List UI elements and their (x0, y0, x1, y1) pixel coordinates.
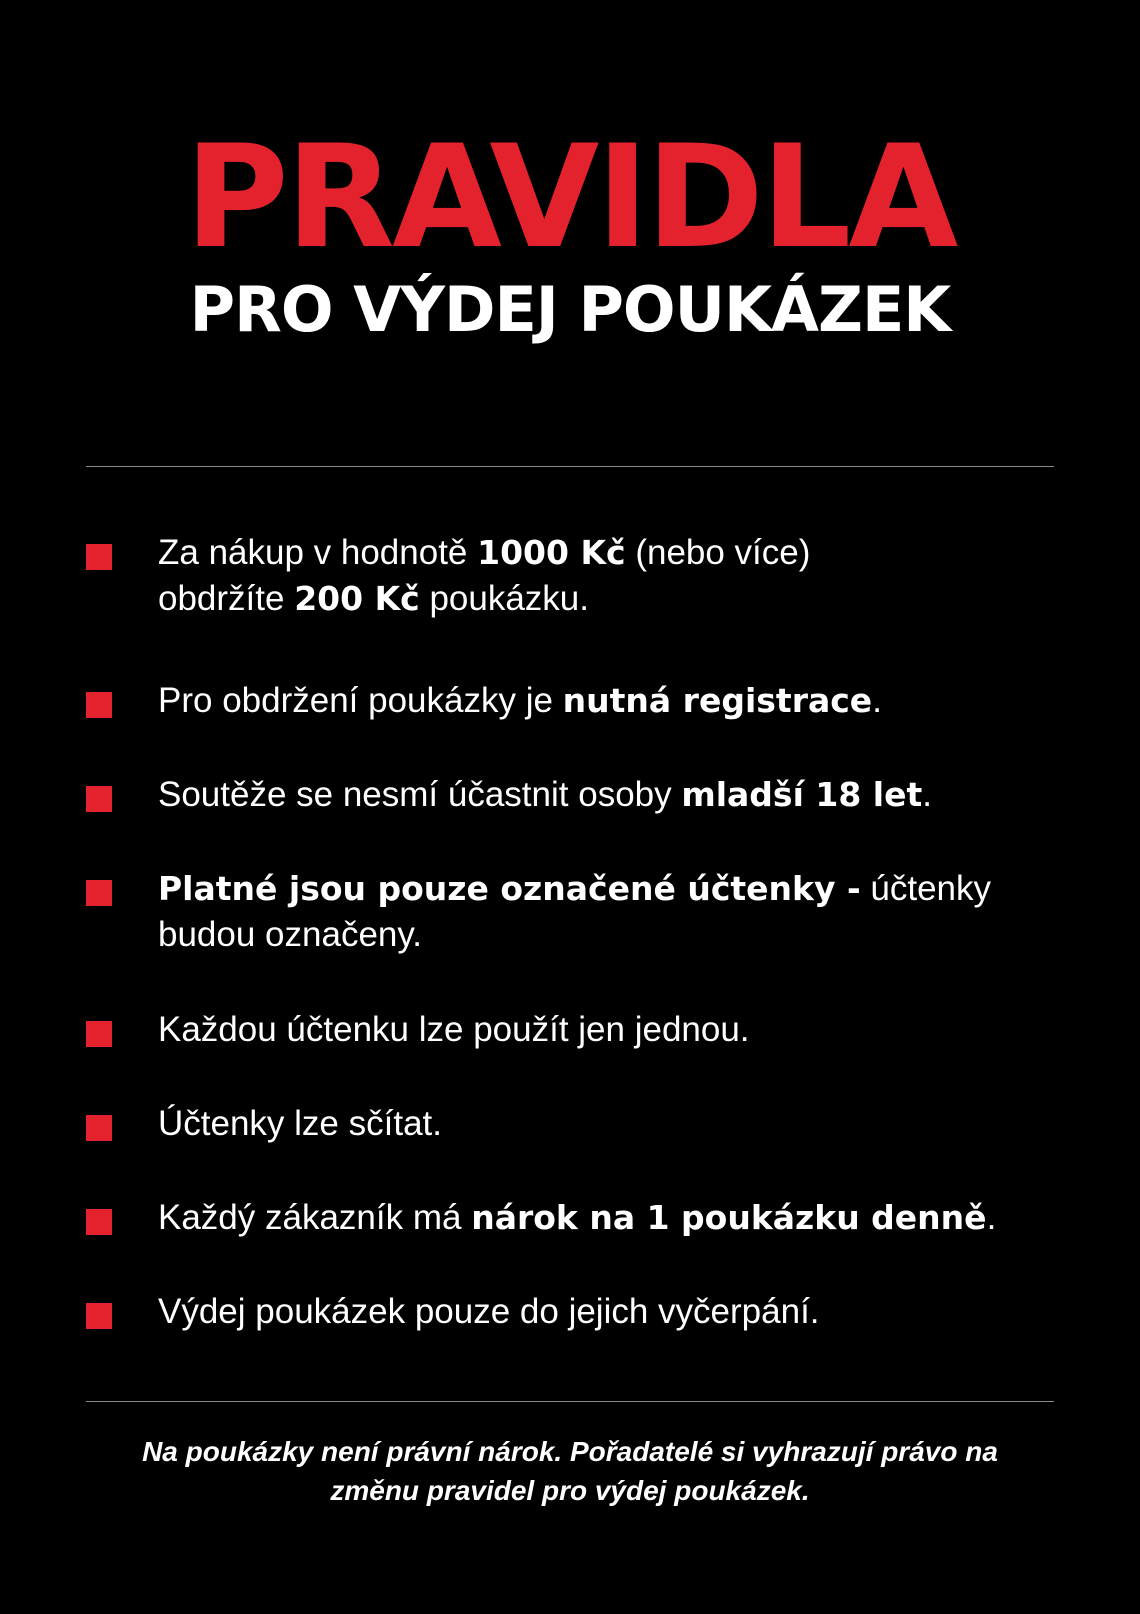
red-square-bullet-icon (86, 880, 112, 906)
rule-1-text-a: Za nákup v hodnotě (158, 533, 478, 572)
rule-2-text-c: . (872, 681, 882, 720)
red-square-bullet-icon (86, 786, 112, 812)
rule-2-text-a: Pro obdržení poukázky je (158, 681, 563, 720)
rule-text-3 (158, 772, 1058, 818)
red-square-bullet-icon (86, 1303, 112, 1329)
rule-4-text-d: budou označeny. (158, 915, 423, 954)
rule-1-amount-purchase: 1000 Kč (477, 533, 626, 572)
rule-4-text-c: účtenky (860, 869, 992, 908)
rule-3-emphasis: mladší 18 let (681, 775, 923, 814)
rule-text-6 (158, 1101, 1058, 1147)
rule-2-emphasis: nutná registrace (562, 681, 873, 720)
rule-7-text-a: Každý zákazník má (158, 1198, 472, 1237)
red-square-bullet-icon (86, 1115, 112, 1141)
footer-disclaimer (80, 1432, 1060, 1510)
rule-1-text-e: poukázku. (419, 579, 589, 618)
rule-1-text-d: obdržíte (158, 579, 295, 618)
red-square-bullet-icon (86, 692, 112, 718)
rule-7-emphasis: nárok na 1 poukázku denně (471, 1198, 987, 1237)
poster-subtitle: PRO VÝDEJ POUKÁZEK (189, 273, 951, 346)
red-square-bullet-icon (86, 544, 112, 570)
rule-3-text-c: . (922, 775, 932, 814)
rule-text-8 (158, 1289, 1058, 1335)
rule-4-emphasis: Platné jsou pouze označené účtenky - (158, 869, 861, 908)
footer-line-2: změnu pravidel pro výdej poukázek. (330, 1475, 810, 1506)
red-square-bullet-icon (86, 1209, 112, 1235)
rule-1-text-c: (nebo více) (625, 533, 811, 572)
rule-3-text-a: Soutěže se nesmí účastnit osoby (158, 775, 682, 814)
rule-7-text-c: . (986, 1198, 997, 1237)
rule-text-5 (158, 1007, 1058, 1053)
rule-5-text: Každou účtenku lze použít jen jednou. (158, 1010, 750, 1049)
rule-6-text: Účtenky lze sčítat. (158, 1104, 442, 1143)
footer-line-1: Na poukázky není právní nárok. Pořadatelé si vyhrazují právo na (142, 1436, 998, 1467)
rule-8-text: Výdej poukázek pouze do jejich vyčerpání. (158, 1292, 820, 1331)
bottom-divider (86, 1401, 1054, 1402)
rule-text-7 (158, 1195, 1058, 1241)
red-square-bullet-icon (86, 1021, 112, 1047)
rule-text-4 (158, 866, 1058, 958)
rule-text-2 (158, 678, 1058, 724)
poster-title: PRAVIDLA (184, 115, 956, 280)
rule-1-amount-voucher: 200 Kč (294, 579, 420, 618)
rule-text-1 (158, 530, 1058, 622)
